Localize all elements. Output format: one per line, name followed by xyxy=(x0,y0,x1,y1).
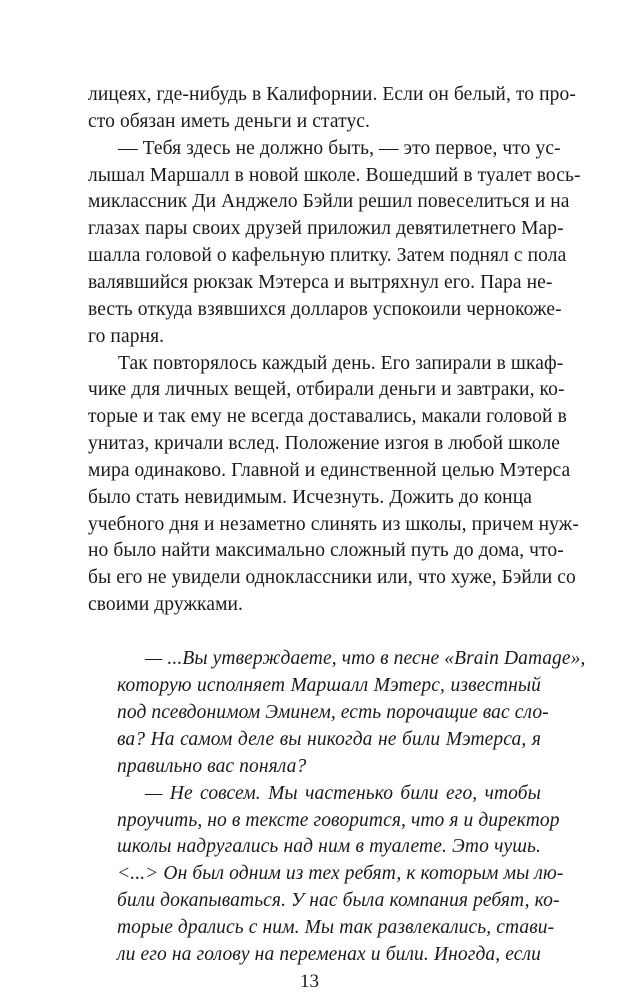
body-line: — Тебя здесь не должно быть, — это первое, что ус- xyxy=(118,138,561,159)
body-line: Так повторялось каждый день. Его запирали в шкаф- xyxy=(118,353,564,374)
quote-line: торые дрались с ним. Мы так развлекались, стави- xyxy=(117,917,555,938)
body-line: сто обязан иметь деньги и статус. xyxy=(88,111,371,132)
body-line: го парня. xyxy=(88,326,165,347)
body-line: лышал Маршалл в новой школе. Вошедший в туалет вось- xyxy=(88,165,581,186)
quote-line: проучить, но в тексте говорится, что я и директор xyxy=(117,810,560,831)
quote-line: правильно вас поняла? xyxy=(117,756,307,777)
body-line: торые и так ему не всегда доставались, макали головой в xyxy=(88,406,567,427)
body-line: но было найти максимально сложный путь до дома, что- xyxy=(88,540,564,561)
body-line: миклассник Ди Анджело Бэйли решил повеселиться и на xyxy=(88,191,570,212)
body-line: своими дружками. xyxy=(88,594,244,615)
body-line: валявшийся рюкзак Мэтерса и вытряхнул его. Пара не- xyxy=(88,272,553,293)
body-line: чике для личных вещей, отбирали деньги и завтраки, ко- xyxy=(88,379,565,400)
quote-line: били докапываться. У нас была компания ребят, ко- xyxy=(117,890,560,911)
quote-line: которую исполняет Маршалл Мэтерс, известный xyxy=(117,675,541,696)
quote-line: под псевдонимом Эминем, есть порочащие вас сло- xyxy=(117,702,549,723)
body-line: мира одинаково. Главной и единственной целью Мэтерса xyxy=(88,460,571,481)
body-line: бы его не увидели одноклассники или, что хуже, Бэйли со xyxy=(88,567,576,588)
quote-line: <...> Он был одним из тех ребят, к которым мы лю- xyxy=(117,863,564,884)
quote-line: школы надругались над ним в туалете. Это чушь. xyxy=(117,836,541,857)
body-line: шалла головой о кафельную плитку. Затем поднял с пола xyxy=(88,245,567,266)
page-number: 13 xyxy=(300,971,319,992)
body-line: было стать невидимым. Исчезнуть. Дожить до конца xyxy=(88,487,532,508)
quote-line: ли его на голову на переменах и били. Иногда, если xyxy=(117,944,541,965)
body-line: глазах пары своих друзей приложил девятилетнего Мар- xyxy=(88,218,564,239)
quote-line: ва? На самом деле вы никогда не били Мэтерса, я xyxy=(117,729,541,750)
body-line: лицеях, где-нибудь в Калифорнии. Если он белый, то про- xyxy=(88,84,576,105)
body-line: весть откуда взявшихся долларов успокоили чернокоже- xyxy=(88,299,562,320)
body-line: унитаз, кричали вслед. Положение изгоя в любой школе xyxy=(88,433,561,454)
quote-line: — ...Вы утверждаете, что в песне «Brain Damage», xyxy=(145,648,586,669)
body-line: учебного дня и незаметно слинять из школы, причем нуж- xyxy=(88,514,579,535)
quote-line: — Не совсем. Мы частенько били его, чтобы xyxy=(145,783,541,804)
